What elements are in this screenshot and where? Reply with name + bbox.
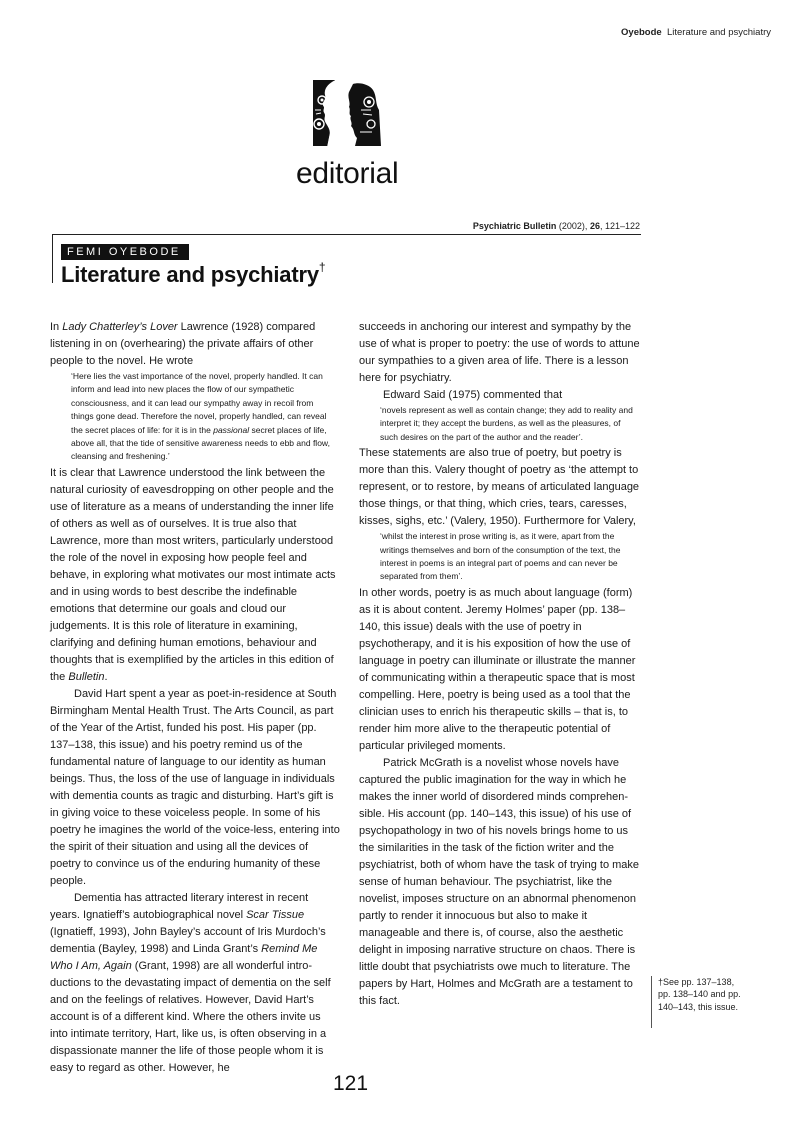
header-vertical-rule <box>52 234 53 283</box>
footnote-marker: † <box>318 260 326 274</box>
journal-citation <box>473 221 640 231</box>
paragraph: In Lady Chatterley’s Lover Lawrence (1928) compared listening in on (overhearing) the private affairs of other people to the novel. He wrote <box>50 321 316 367</box>
column-left <box>50 319 340 1077</box>
paragraph: Dementia has attracted literary interest in recent years. Ignatieff’s autobiographical novel Scar Tissue (Ignatieff, 1993), John Bayley’s account of Iris Murdoch’s dementia (Bayley, 1998) and Linda Grant’s Remind Me Who I Am, Again (Grant, 1998) are all wonderful intro-ductions to the devastating impact of dementia on the self and on the feelings of relatives. However, David Hart’s account is of a different kind. Where the others invite us into intimate territory, Hart, like us, is often observing in a dispassionate manner the life of those people whom it is easy to regard as other. However, he <box>50 891 331 1074</box>
citation-year: (2002), <box>558 221 588 231</box>
paragraph: These statements are also true of poetry, but poetry is more than this. Valery thought of poetry as ‘the attempt to represent, or to restore, by means of articulated language those things, or that thing, which cries, tears, caresses, kisses, sighs, etc.’ (Valery, 1950). Furthermore for Valery, <box>359 447 640 528</box>
author-badge: FEMI OYEBODE <box>61 244 189 260</box>
block-quote: ‘novels represent as well as contain change; they add to reality and interpret it; they accept the burdens, as well as the pleasures, of such desires on the part of the author and the reader’. <box>380 405 633 442</box>
article-title <box>61 262 325 288</box>
paragraph: In other words, poetry is as much about language (form) as it is about content. Jeremy Holmes’ paper (pp. 138–140, this issue) deals with the use of poetry in psychotherapy, and it is his exposition of how the use of language in poetry can illuminate or illustrate the manner of communicating within a therapeutic space that is most compelling. Here, poetry is being used as a tool that the clinician uses to enrich his therapeutic skills – that is, to render him more alive to the therapeutic potential of particular privileged moments. <box>359 586 636 752</box>
running-head <box>621 27 771 38</box>
paragraph: David Hart spent a year as poet-in-residence at South Birmingham Mental Health Trust. The Arts Council, as part of the Year of the Artist, funded his post. His paper (pp. 137–138, this issue) and his poetry remind us of the fundamental nature of language to our identity as human beings. Thus, the loss of the use of language in individuals with dementia counts as tragic and disturbing. Hart’s gift is in giving voice to these voiceless people. In some of his poetry he imagines the world of the voice-less, entering into the spirit of their situation and using all the devices of poetry to convince us of the enduring humanity of these people. <box>50 687 340 887</box>
running-head-title: Literature and psychiatry <box>666 27 771 38</box>
paragraph: Edward Said (1975) commented that <box>383 389 563 401</box>
block-quote: ‘Here lies the vast importance of the novel, properly handled. It can inform and lead into new places the flow of our sympathetic consciousness, and it can lead our sympathy away in recoil from things gone dead. Therefore the novel, properly handled, can reveal the secret places of life: for it is in the passional secret places of life, above all, that the tide of sensitive awareness needs to ebb and flow, cleansing and freshening.’ <box>71 371 330 462</box>
paragraph: Patrick McGrath is a novelist whose novels have captured the public imagination for the way in which he makes the inner world of disordered minds comprehen-sible. His account (pp. 140–143, this issue) of his use of psychopathology in two of his novels brings home to us the similarities in the task of the fiction writer and the psychiatrist, both of whom have the task of trying to make sense of human behaviour. The psychiatrist, like the novelist, imposes structure on an abnormal phenomenon partly to render it innocuous but also to make it manageable and there is, of course, also the aesthetic delight in imposing narrative structure on chaos. There is little doubt that psychiatrists owe much to literature. The papers by Hart, Holmes and McGrath are a testament to this fact. <box>359 756 640 1007</box>
citation-volume: 26 <box>589 221 600 231</box>
block-quote: ‘whilst the interest in prose writing is, as it were, apart from the writings themselves and born of the consumption of the text, the interest in poems is an integral part of poems and can never be separated from them’. <box>380 531 621 582</box>
header-rule <box>52 234 641 235</box>
footnote: †See pp. 137–138, pp. 138–140 and pp. 140–143, this issue. <box>651 976 746 1028</box>
citation-journal: Psychiatric Bulletin <box>472 221 557 231</box>
page-number: 121 <box>333 1072 369 1095</box>
editorial-logo-icon <box>313 80 381 146</box>
section-label: editorial <box>296 157 399 190</box>
article-title-text: Literature and psychiatry <box>61 262 319 287</box>
paragraph: succeeds in anchoring our interest and sympathy by the use of what is proper to poetry: the use of words to attune our sympathies to a given area of life. There is a lesson here for psychiatry. <box>359 321 640 384</box>
paragraph: It is clear that Lawrence understood the link between the natural curiosity of eavesdropping on other people and the use of literature as a means of understanding the inner life of others as well as of ourselves. It is true also that Lawrence, more than most writers, particularly understood the role of the novel in exposing how people feel and behave, in exploring what motivates our most intimate acts and in using words to best describe the indefinable emotions that determine our goals and cloud our judgements. It is this role of literature in examining, clarifying and defining human emotions, behaviour and thoughts that is exemplified by the articles in this edition of the Bulletin. <box>50 466 336 683</box>
running-head-author: Oyebode <box>621 27 662 38</box>
column-right <box>359 319 642 1010</box>
citation-pages: , 121–122 <box>599 221 640 231</box>
